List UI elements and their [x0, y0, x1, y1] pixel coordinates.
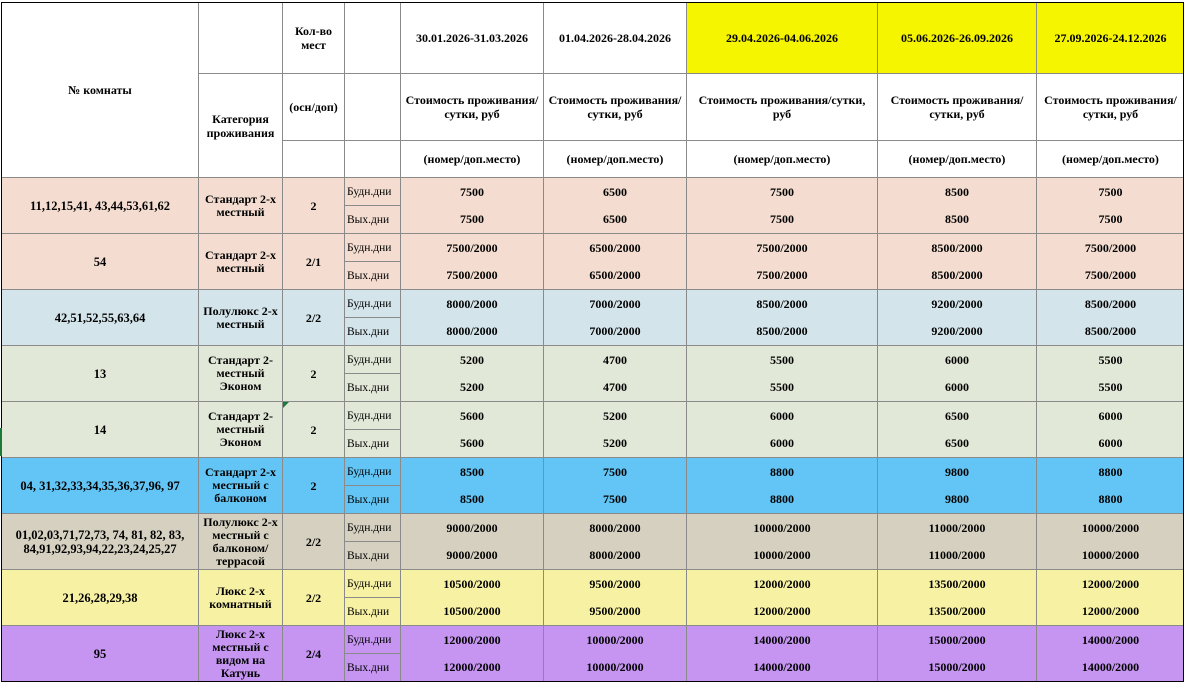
header-price-label: Стоимость проживания/сутки, руб [543, 73, 687, 141]
room-places: 2 [282, 457, 345, 514]
price-weekend: 6500 [543, 205, 687, 234]
weekday-label: Будн.дни [344, 513, 401, 542]
price-weekend: 6500 [877, 429, 1037, 458]
price-weekday: 5200 [400, 345, 544, 374]
price-weekend: 13500/2000 [877, 597, 1037, 626]
price-weekday: 6000 [877, 345, 1037, 374]
room-places: 2/2 [282, 513, 345, 570]
price-weekday: 8800 [1036, 457, 1184, 486]
header-places-blank [282, 140, 345, 178]
price-weekend: 7500/2000 [686, 261, 878, 290]
price-weekend: 10500/2000 [400, 597, 544, 626]
price-weekend: 9500/2000 [543, 597, 687, 626]
header-places-title: Кол-во мест [282, 2, 345, 74]
price-weekend: 7000/2000 [543, 317, 687, 346]
price-weekend: 7500 [1036, 205, 1184, 234]
header-day-blank [344, 73, 401, 141]
header-day-blank [344, 140, 401, 178]
header-unit-label: (номер/доп.место) [400, 140, 544, 178]
room-places: 2/1 [282, 233, 345, 290]
header-category-blank [198, 2, 283, 74]
room-numbers: 14 [1, 401, 199, 458]
price-weekend: 9800 [877, 485, 1037, 514]
room-category: Стандарт 2-местный Эконом [198, 401, 283, 458]
price-weekend: 15000/2000 [877, 653, 1037, 682]
price-weekend: 5500 [1036, 373, 1184, 402]
price-weekday: 8000/2000 [543, 513, 687, 542]
price-weekday: 7500 [400, 177, 544, 206]
weekday-label: Будн.дни [344, 345, 401, 374]
price-weekend: 8000/2000 [543, 541, 687, 570]
price-weekend: 10000/2000 [1036, 541, 1184, 570]
header-unit-label: (номер/доп.место) [543, 140, 687, 178]
price-weekend: 8500/2000 [1036, 317, 1184, 346]
room-category: Полулюкс 2-х местный с балконом/террасой [198, 513, 283, 570]
header-unit-label: (номер/доп.место) [686, 140, 878, 178]
price-weekday: 8500/2000 [1036, 289, 1184, 318]
price-weekend: 7500 [543, 485, 687, 514]
room-places: 2 [282, 177, 345, 234]
weekday-label: Будн.дни [344, 457, 401, 486]
price-weekday: 6500 [543, 177, 687, 206]
price-weekend: 12000/2000 [1036, 597, 1184, 626]
price-weekend: 10000/2000 [543, 653, 687, 682]
price-weekday: 14000/2000 [686, 625, 878, 654]
price-weekend: 6500/2000 [543, 261, 687, 290]
price-weekend: 5200 [400, 373, 544, 402]
price-weekday: 6000 [686, 401, 878, 430]
weekday-label: Будн.дни [344, 569, 401, 598]
price-weekend: 5600 [400, 429, 544, 458]
room-places: 2 [282, 345, 345, 402]
price-weekday: 8500 [877, 177, 1037, 206]
price-weekday: 6500/2000 [543, 233, 687, 262]
price-weekend: 7500/2000 [400, 261, 544, 290]
header-price-label: Стоимость проживания/сутки, руб [400, 73, 544, 141]
room-category: Стандарт 2-х местный [198, 233, 283, 290]
price-weekend: 9000/2000 [400, 541, 544, 570]
room-places: 2/4 [282, 625, 345, 682]
header-unit-label: (номер/доп.место) [877, 140, 1037, 178]
header-price-label: Стоимость проживания/сутки, руб [686, 73, 878, 141]
price-weekday: 12000/2000 [1036, 569, 1184, 598]
price-weekday: 5500 [686, 345, 878, 374]
header-period: 29.04.2026-04.06.2026 [686, 2, 878, 74]
weekday-label: Будн.дни [344, 233, 401, 262]
weekday-label: Будн.дни [344, 177, 401, 206]
price-weekday: 5600 [400, 401, 544, 430]
room-places: 2/2 [282, 569, 345, 626]
price-weekday: 10500/2000 [400, 569, 544, 598]
room-numbers: 21,26,28,29,38 [1, 569, 199, 626]
price-weekend: 8500 [400, 485, 544, 514]
weekend-label: Вых.дни [344, 653, 401, 682]
price-weekday: 7500/2000 [400, 233, 544, 262]
room-numbers: 11,12,15,41, 43,44,53,61,62 [1, 177, 199, 234]
weekend-label: Вых.дни [344, 541, 401, 570]
room-category: Стандарт 2-местный Эконом [198, 345, 283, 402]
price-weekend: 7500 [686, 205, 878, 234]
price-weekday: 8000/2000 [400, 289, 544, 318]
price-weekday: 6500 [877, 401, 1037, 430]
room-places: 2 [282, 401, 345, 458]
room-category: Стандарт 2-х местный [198, 177, 283, 234]
price-weekday: 7000/2000 [543, 289, 687, 318]
row-selection-marker [0, 428, 2, 456]
room-numbers: 04, 31,32,33,34,35,36,37,96, 97 [1, 457, 199, 514]
header-price-label: Стоимость проживания/сутки, руб [877, 73, 1037, 141]
price-weekday: 8800 [686, 457, 878, 486]
header-period: 27.09.2026-24.12.2026 [1036, 2, 1184, 74]
price-weekend: 8500/2000 [877, 261, 1037, 290]
price-weekday: 14000/2000 [1036, 625, 1184, 654]
header-period: 01.04.2026-28.04.2026 [543, 2, 687, 74]
header-price-label: Стоимость проживания/сутки, руб [1036, 73, 1184, 141]
price-weekday: 7500/2000 [686, 233, 878, 262]
price-weekend: 6000 [877, 373, 1037, 402]
price-weekday: 5500 [1036, 345, 1184, 374]
price-weekend: 7500/2000 [1036, 261, 1184, 290]
header-unit-label: (номер/доп.место) [1036, 140, 1184, 178]
room-category: Полулюкс 2-х местный [198, 289, 283, 346]
price-weekday: 8500/2000 [877, 233, 1037, 262]
room-numbers: 54 [1, 233, 199, 290]
price-weekend: 10000/2000 [686, 541, 878, 570]
price-weekday: 8500/2000 [686, 289, 878, 318]
price-weekday: 7500 [686, 177, 878, 206]
weekday-label: Будн.дни [344, 625, 401, 654]
price-weekday: 9800 [877, 457, 1037, 486]
price-weekday: 12000/2000 [400, 625, 544, 654]
price-weekend: 8800 [1036, 485, 1184, 514]
header-room-number: № комнаты [1, 2, 199, 178]
price-weekend: 6000 [1036, 429, 1184, 458]
header-day-blank [344, 2, 401, 74]
price-weekday: 9500/2000 [543, 569, 687, 598]
room-category: Люкс 2-х комнатный [198, 569, 283, 626]
price-weekday: 5200 [543, 401, 687, 430]
price-weekday: 13500/2000 [877, 569, 1037, 598]
room-numbers: 01,02,03,71,72,73, 74, 81, 82, 83, 84,91,92,93,94,22,23,24,25,27 [1, 513, 199, 570]
weekend-label: Вых.дни [344, 205, 401, 234]
price-weekday: 7500 [1036, 177, 1184, 206]
price-weekend: 5200 [543, 429, 687, 458]
price-weekday: 15000/2000 [877, 625, 1037, 654]
header-period: 30.01.2026-31.03.2026 [400, 2, 544, 74]
price-weekday: 9000/2000 [400, 513, 544, 542]
price-weekend: 4700 [543, 373, 687, 402]
price-weekday: 9200/2000 [877, 289, 1037, 318]
price-weekend: 8500/2000 [686, 317, 878, 346]
price-weekend: 8500 [877, 205, 1037, 234]
room-numbers: 95 [1, 625, 199, 682]
price-weekend: 12000/2000 [400, 653, 544, 682]
weekend-label: Вых.дни [344, 373, 401, 402]
price-weekday: 6000 [1036, 401, 1184, 430]
price-weekday: 11000/2000 [877, 513, 1037, 542]
weekend-label: Вых.дни [344, 429, 401, 458]
price-weekend: 6000 [686, 429, 878, 458]
header-places-sub: (осн/доп) [282, 73, 345, 141]
room-numbers: 42,51,52,55,63,64 [1, 289, 199, 346]
weekend-label: Вых.дни [344, 317, 401, 346]
room-category: Люкс 2-х местный с видом на Катунь [198, 625, 283, 682]
weekend-label: Вых.дни [344, 597, 401, 626]
room-places: 2/2 [282, 289, 345, 346]
price-weekend: 7500 [400, 205, 544, 234]
cell-comment-marker [283, 402, 289, 408]
price-weekday: 10000/2000 [686, 513, 878, 542]
price-weekend: 5500 [686, 373, 878, 402]
price-weekday: 12000/2000 [686, 569, 878, 598]
header-category: Категория проживания [198, 73, 283, 178]
room-numbers: 13 [1, 345, 199, 402]
price-weekday: 10000/2000 [543, 625, 687, 654]
weekday-label: Будн.дни [344, 401, 401, 430]
weekday-label: Будн.дни [344, 289, 401, 318]
price-weekday: 4700 [543, 345, 687, 374]
price-weekend: 8000/2000 [400, 317, 544, 346]
price-weekday: 7500 [543, 457, 687, 486]
price-weekend: 8800 [686, 485, 878, 514]
price-weekend: 11000/2000 [877, 541, 1037, 570]
price-weekday: 10000/2000 [1036, 513, 1184, 542]
price-weekend: 14000/2000 [686, 653, 878, 682]
header-period: 05.06.2026-26.09.2026 [877, 2, 1037, 74]
weekend-label: Вых.дни [344, 485, 401, 514]
room-category: Стандарт 2-х местный с балконом [198, 457, 283, 514]
price-weekend: 12000/2000 [686, 597, 878, 626]
price-weekend: 9200/2000 [877, 317, 1037, 346]
price-weekday: 7500/2000 [1036, 233, 1184, 262]
price-weekend: 14000/2000 [1036, 653, 1184, 682]
weekend-label: Вых.дни [344, 261, 401, 290]
price-weekday: 8500 [400, 457, 544, 486]
